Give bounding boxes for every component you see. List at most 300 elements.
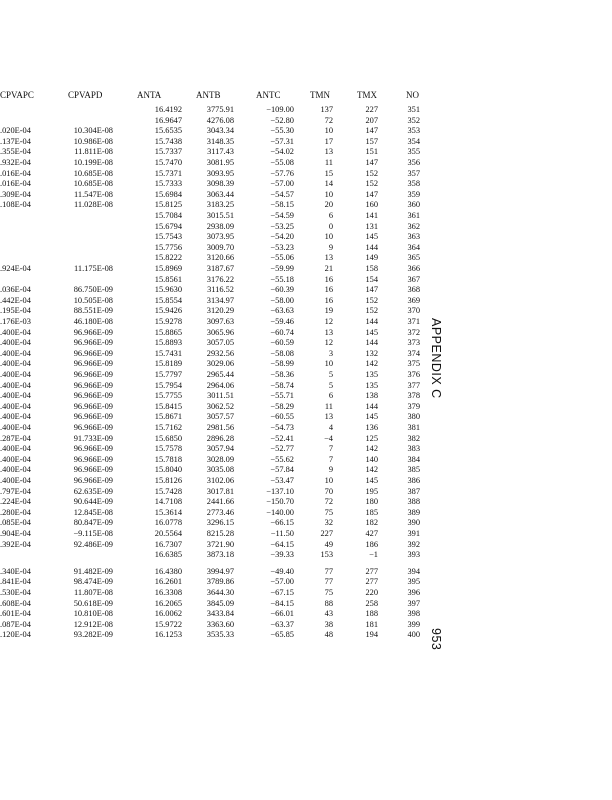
table-row: [0, 576, 440, 587]
table-cell: 3097.63: [206, 317, 234, 326]
table-cell: .176E-03: [0, 317, 31, 326]
table-cell: 3148.35: [206, 136, 234, 146]
table-cell: 142: [365, 465, 378, 475]
table-cell: −58.29: [270, 401, 294, 411]
table-cell: −60.55: [270, 412, 294, 422]
table-cell: 227: [365, 105, 378, 114]
table-cell: 14.7108: [154, 497, 182, 507]
table-cell: 393: [407, 550, 420, 560]
table-cell: 3029.06: [206, 359, 234, 369]
table-cell: .016E-04: [0, 179, 31, 189]
table-cell: −57.84: [270, 465, 294, 475]
table-row: [0, 242, 440, 253]
table-cell: 10.685E-08: [73, 168, 113, 178]
table-cell: 3065.96: [206, 327, 234, 337]
table-cell: 13: [324, 253, 333, 263]
table-cell: 385: [407, 465, 420, 475]
table-cell: −39.33: [270, 550, 294, 560]
table-cell: 48: [324, 630, 333, 640]
table-cell: 380: [407, 412, 420, 422]
table-cell: 9: [328, 242, 333, 252]
table-cell: .924E-04: [0, 264, 31, 273]
table-cell: 2896.28: [206, 433, 234, 443]
table-cell: .224E-04: [0, 497, 31, 507]
table-cell: 16.4380: [154, 566, 182, 576]
table-cell: .797E-04: [0, 486, 31, 496]
table-cell: 96.966E-09: [73, 338, 113, 348]
table-cell: 16.7307: [154, 539, 182, 549]
table-row: [0, 464, 440, 475]
table-cell: .120E-04: [0, 630, 31, 640]
table-cell: 145: [365, 476, 378, 485]
table-cell: 16: [324, 274, 333, 284]
table-cell: 16.2601: [154, 577, 182, 587]
table-cell: 10: [324, 189, 333, 199]
table-cell: 10: [324, 232, 333, 242]
table-cell: .400E-04: [0, 454, 31, 464]
column-header: NO: [406, 90, 419, 100]
table-cell: 15.8189: [154, 359, 182, 369]
table-cell: 2773.46: [206, 507, 234, 517]
table-cell: 96.966E-09: [73, 327, 113, 337]
table-cell: 2441.66: [206, 497, 234, 507]
table-cell: 14: [324, 179, 333, 189]
table-cell: 369: [407, 295, 420, 305]
table-cell: 140: [365, 454, 378, 464]
table-cell: 38: [324, 619, 333, 629]
table-cell: 3057.05: [206, 338, 234, 348]
table-cell: 3073.95: [206, 232, 234, 242]
table-row: [0, 115, 440, 126]
table-row: [0, 337, 440, 348]
table-cell: 11.547E-08: [74, 189, 113, 199]
table-cell: 361: [407, 211, 420, 220]
table-cell: 12: [324, 317, 333, 326]
table-cell: 391: [407, 529, 420, 538]
table-cell: 6: [328, 391, 333, 401]
table-cell: −60.74: [270, 327, 294, 337]
table-row: [0, 496, 440, 507]
column-header: CPVAPD: [68, 90, 103, 100]
table-cell: −55.06: [270, 253, 294, 263]
table-cell: 91.733E-09: [73, 433, 113, 443]
table-cell: 32: [324, 518, 333, 528]
table-cell: −53.23: [270, 242, 294, 252]
table-cell: 15.9426: [154, 306, 182, 316]
table-cell: 355: [407, 147, 420, 157]
table-cell: 277: [365, 566, 378, 576]
table-cell: .085E-04: [0, 518, 31, 528]
table-cell: 16.1253: [154, 630, 182, 640]
table-cell: 397: [407, 598, 420, 608]
table-cell: 373: [407, 338, 420, 348]
table-cell: 379: [407, 401, 420, 411]
table-row: [0, 475, 440, 486]
table-cell: .932E-04: [0, 158, 31, 167]
table-cell: 96.966E-09: [73, 454, 113, 464]
table-cell: 378: [407, 391, 420, 401]
table-cell: 3063.44: [206, 189, 234, 199]
table-cell: 3296.15: [206, 518, 234, 528]
table-cell: 15.7371: [154, 168, 182, 178]
table-cell: 16.3308: [154, 588, 182, 597]
table-cell: .016E-04: [0, 168, 31, 178]
table-cell: −66.15: [270, 518, 294, 528]
table-cell: 145: [365, 412, 378, 422]
table-cell: .400E-04: [0, 370, 31, 379]
table-cell: 399: [407, 619, 420, 629]
table-cell: .400E-04: [0, 476, 31, 485]
table-cell: 3120.66: [206, 253, 234, 263]
table-cell: 3057.94: [206, 444, 234, 454]
table-cell: .442E-04: [0, 295, 31, 305]
table-cell: 19: [324, 306, 333, 316]
column-header: TMN: [310, 90, 330, 100]
table-cell: .137E-04: [0, 136, 31, 146]
table-cell: .400E-04: [0, 444, 31, 454]
table-cell: .400E-04: [0, 412, 31, 422]
table-cell: 16.4192: [154, 105, 182, 114]
page-number: 953: [429, 628, 443, 651]
table-cell: 15.7084: [154, 211, 182, 220]
table-cell: 157: [365, 136, 378, 146]
table-cell: 3433.84: [206, 609, 234, 619]
table-cell: 182: [365, 518, 378, 528]
column-header: ANTC: [256, 90, 281, 100]
table-cell: 2932.56: [206, 348, 234, 358]
table-cell: −55.71: [270, 391, 294, 401]
table-cell: 3176.22: [206, 274, 234, 284]
table-cell: 6: [328, 211, 333, 220]
table-cell: .400E-04: [0, 391, 31, 401]
table-cell: 93.282E-09: [73, 630, 113, 640]
table-cell: 15.7428: [154, 486, 182, 496]
table-cell: −53.47: [270, 476, 294, 485]
table-cell: 43: [324, 609, 333, 619]
table-cell: 15: [324, 168, 333, 178]
table-cell: .400E-04: [0, 465, 31, 475]
table-cell: −60.59: [270, 338, 294, 348]
table-cell: .608E-04: [0, 598, 31, 608]
table-cell: 16.6385: [154, 550, 182, 560]
table-cell: 365: [407, 253, 420, 263]
table-cell: 374: [407, 348, 420, 358]
table-cell: 11.028E-08: [74, 200, 113, 210]
table-cell: 372: [407, 327, 420, 337]
table-cell: 16.2065: [154, 598, 182, 608]
table-cell: .601E-04: [0, 609, 31, 619]
table-cell: 7: [328, 444, 333, 454]
table-cell: 15.8554: [154, 295, 182, 305]
table-cell: 2964.06: [206, 380, 234, 390]
table-cell: 158: [365, 264, 378, 273]
table-cell: 3187.67: [206, 264, 234, 273]
table-row: [0, 390, 440, 401]
table-cell: −55.62: [270, 454, 294, 464]
table-cell: 154: [365, 274, 378, 284]
table-cell: 15.7578: [154, 444, 182, 454]
table-cell: 363: [407, 232, 420, 242]
table-cell: 152: [365, 168, 378, 178]
table-cell: 17: [324, 136, 333, 146]
table-cell: 15.9630: [154, 285, 182, 295]
table-row: [0, 221, 440, 232]
table-cell: 188: [365, 609, 378, 619]
table-row: [0, 274, 440, 285]
table-row: [0, 433, 440, 444]
table-cell: 4276.08: [206, 115, 234, 125]
table-cell: 3789.86: [206, 577, 234, 587]
table-cell: 5: [328, 370, 333, 379]
table-cell: 389: [407, 507, 420, 517]
table-cell: 15.7797: [154, 370, 182, 379]
table-cell: .020E-04: [0, 126, 31, 136]
table-row: [0, 587, 440, 598]
table-row: [0, 305, 440, 316]
table-cell: 13: [324, 147, 333, 157]
table-row: [0, 295, 440, 306]
table-cell: 145: [365, 327, 378, 337]
table-cell: 12.912E-08: [73, 619, 113, 629]
table-row: [0, 608, 440, 619]
table-cell: −52.41: [270, 433, 294, 443]
table-cell: 77: [324, 566, 333, 576]
table-cell: 386: [407, 476, 420, 485]
table-cell: 3062.52: [206, 401, 234, 411]
table-cell: 3183.25: [206, 200, 234, 210]
table-cell: 3028.09: [206, 454, 234, 464]
column-header: TMX: [357, 90, 377, 100]
table-cell: −60.39: [270, 285, 294, 295]
table-cell: 142: [365, 444, 378, 454]
table-cell: −150.70: [266, 497, 294, 507]
table-cell: 11.807E-08: [74, 588, 113, 597]
table-cell: 359: [407, 189, 420, 199]
table-cell: 2938.09: [206, 221, 234, 231]
table-cell: −57.76: [270, 168, 294, 178]
table-cell: .904E-04: [0, 529, 31, 538]
table-cell: 0: [328, 221, 333, 231]
table-cell: 277: [365, 577, 378, 587]
table-cell: 15.7755: [154, 391, 182, 401]
table-cell: 10: [324, 126, 333, 136]
table-cell: 15.7337: [154, 147, 182, 157]
table-cell: 371: [407, 317, 420, 326]
table-row: [0, 528, 440, 539]
table-cell: 72: [324, 497, 333, 507]
table-cell: 144: [365, 401, 378, 411]
table-cell: 195: [365, 486, 378, 496]
table-cell: 96.966E-09: [73, 348, 113, 358]
table-cell: 3035.08: [206, 465, 234, 475]
table-cell: .392E-04: [0, 539, 31, 549]
table-cell: 3009.70: [206, 242, 234, 252]
table-row: [0, 231, 440, 242]
table-cell: −57.31: [270, 136, 294, 146]
table-cell: 96.966E-09: [73, 412, 113, 422]
table-cell: −55.08: [270, 158, 294, 167]
table-cell: 16.9647: [154, 115, 182, 125]
table-cell: 352: [407, 115, 420, 125]
table-cell: 145: [365, 232, 378, 242]
table-cell: 227: [320, 529, 333, 538]
table-cell: 16: [324, 285, 333, 295]
column-header: CPVAPC: [0, 90, 34, 100]
table-cell: .280E-04: [0, 507, 31, 517]
table-cell: 125: [365, 433, 378, 443]
table-cell: 72: [324, 115, 333, 125]
table-cell: 141: [365, 211, 378, 220]
table-cell: 387: [407, 486, 420, 496]
table-cell: 92.486E-09: [73, 539, 113, 549]
table-cell: 15.8671: [154, 412, 182, 422]
table-cell: 96.966E-09: [73, 359, 113, 369]
table-cell: −84.15: [270, 598, 294, 608]
table-cell: 147: [365, 189, 378, 199]
table-row: [0, 629, 440, 640]
table-cell: 15.8125: [154, 200, 182, 210]
table-cell: 135: [365, 380, 378, 390]
table-cell: 388: [407, 497, 420, 507]
table-cell: 394: [407, 566, 420, 576]
table-cell: 20.5564: [154, 529, 182, 538]
table-cell: 11: [324, 401, 333, 411]
table-cell: 15.7818: [154, 454, 182, 464]
table-cell: 138: [365, 391, 378, 401]
table-cell: 147: [365, 126, 378, 136]
table-cell: 88.551E-09: [73, 306, 113, 316]
table-cell: 91.482E-09: [73, 566, 113, 576]
table-row: [0, 507, 440, 518]
table-cell: 7: [328, 454, 333, 464]
table-cell: 3043.34: [206, 126, 234, 136]
table-cell: −54.20: [270, 232, 294, 242]
table-cell: 88: [324, 598, 333, 608]
table-cell: .400E-04: [0, 338, 31, 348]
table-cell: 153: [320, 550, 333, 560]
table-cell: 136: [365, 423, 378, 432]
table-cell: 10.810E-08: [73, 609, 113, 619]
table-cell: 142: [365, 359, 378, 369]
table-row: [0, 358, 440, 369]
table-cell: 49: [324, 539, 333, 549]
table-row: [0, 566, 440, 577]
table-cell: −65.85: [270, 630, 294, 640]
table-cell: 353: [407, 126, 420, 136]
table-cell: .108E-04: [0, 200, 31, 210]
table-cell: −54.57: [270, 189, 294, 199]
table-cell: .530E-04: [0, 588, 31, 597]
table-cell: 392: [407, 539, 420, 549]
table-row: [0, 422, 440, 433]
table-cell: 364: [407, 242, 420, 252]
table-cell: 15.3614: [154, 507, 182, 517]
table-cell: .400E-04: [0, 348, 31, 358]
table-cell: .400E-04: [0, 423, 31, 432]
table-cell: 400: [407, 630, 420, 640]
table-cell: 96.966E-09: [73, 423, 113, 432]
table-cell: 384: [407, 454, 420, 464]
table-cell: 70: [324, 486, 333, 496]
table-row: [0, 549, 440, 560]
table-cell: 357: [407, 168, 420, 178]
table-cell: .400E-04: [0, 401, 31, 411]
table-cell: 3102.06: [206, 476, 234, 485]
table-cell: 3363.60: [206, 619, 234, 629]
table-cell: 147: [365, 285, 378, 295]
table-cell: 9: [328, 465, 333, 475]
table-row: [0, 619, 440, 630]
table-cell: 185: [365, 507, 378, 517]
table-cell: −54.73: [270, 423, 294, 432]
table-cell: 15.7333: [154, 179, 182, 189]
table-cell: 16.0778: [154, 518, 182, 528]
table-cell: 96.966E-09: [73, 391, 113, 401]
table-row: [0, 411, 440, 422]
table-cell: −58.00: [270, 295, 294, 305]
table-cell: 96.966E-09: [73, 370, 113, 379]
table-cell: 3057.57: [206, 412, 234, 422]
table-cell: 152: [365, 295, 378, 305]
table-cell: 3116.52: [207, 285, 234, 295]
table-row: [0, 125, 440, 136]
table-cell: 160: [365, 200, 378, 210]
table-cell: −59.99: [270, 264, 294, 273]
table-cell: 149: [365, 253, 378, 263]
table-cell: 10.986E-08: [73, 136, 113, 146]
table-cell: 46.180E-08: [73, 317, 113, 326]
table-cell: 396: [407, 588, 420, 597]
table-cell: 10.199E-08: [73, 158, 113, 167]
table-cell: 50.618E-09: [73, 598, 113, 608]
table-cell: 3117.43: [207, 147, 234, 157]
table-cell: 15.8969: [154, 264, 182, 273]
table-cell: 96.966E-09: [73, 465, 113, 475]
table-row: [0, 136, 440, 147]
table-cell: .400E-04: [0, 380, 31, 390]
table-cell: 62.635E-09: [73, 486, 113, 496]
table-cell: −64.15: [270, 539, 294, 549]
table-cell: 2981.56: [206, 423, 234, 432]
table-cell: 75: [324, 507, 333, 517]
table-cell: 144: [365, 242, 378, 252]
table-cell: 11.811E-08: [74, 147, 113, 157]
table-cell: 75: [324, 588, 333, 597]
table-cell: 15.7756: [154, 242, 182, 252]
table-cell: 96.966E-09: [73, 444, 113, 454]
table-cell: 398: [407, 609, 420, 619]
table-cell: .400E-04: [0, 327, 31, 337]
table-cell: −58.36: [270, 370, 294, 379]
table-cell: 90.644E-09: [73, 497, 113, 507]
table-row: [0, 252, 440, 263]
table-cell: 15.8893: [154, 338, 182, 348]
table-row: [0, 454, 440, 465]
table-row: [0, 284, 440, 295]
table-cell: 382: [407, 433, 420, 443]
table-cell: 152: [365, 179, 378, 189]
table-cell: 137: [320, 105, 333, 114]
table-cell: .309E-04: [0, 189, 31, 199]
table-row: [0, 486, 440, 497]
column-header: ANTA: [137, 90, 162, 100]
table-cell: −59.46: [270, 317, 294, 326]
table-cell: 77: [324, 577, 333, 587]
table-row: [0, 401, 440, 412]
table-cell: −57.00: [270, 179, 294, 189]
table-cell: 351: [407, 105, 420, 114]
table-cell: 15.9722: [154, 619, 182, 629]
